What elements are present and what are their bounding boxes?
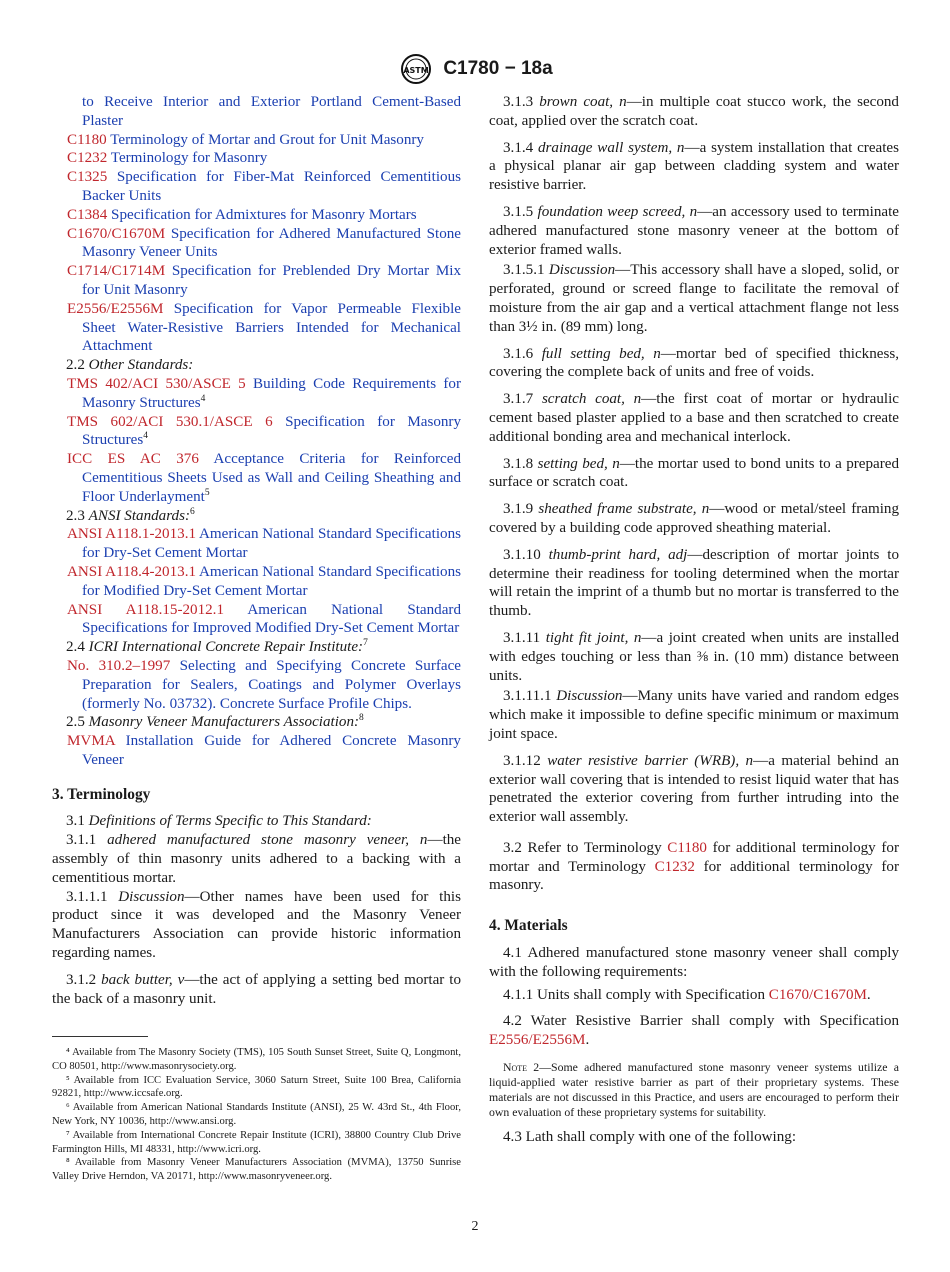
reference-title[interactable]: Specification for Preblended Dry Mortar Mix for Unit Masonry [82, 263, 461, 298]
section-3-heading: 3. Terminology [52, 785, 151, 803]
paragraph-3-1: 3.1 Definitions of Terms Specific to This Standard: [66, 813, 372, 830]
reference-item[interactable] [52, 375, 461, 413]
definition-3-1-3: 3.1.3 brown coat, n—in multiple coat stucco work, the second coat, applied over the scratch coat. [489, 94, 899, 129]
footnote-item: ⁵ Available from ICC Evaluation Service, 3060 Saturn Street, Suite 100 Brea, California 92821, http://www.iccsafe.org. [52, 1074, 461, 1100]
reference-item[interactable] [52, 225, 461, 263]
footnote-marker: 4 [143, 431, 148, 442]
reference-item[interactable] [52, 149, 461, 168]
reference-code[interactable]: TMS 402/ACI 530/ASCE 5 [67, 375, 246, 392]
reference-title[interactable]: Terminology for Masonry [110, 150, 268, 167]
link-c1180[interactable]: C1180 [667, 839, 707, 856]
paragraph-3-1-2: 3.1.2 back butter, v—the act of applying a setting bed mortar to the back of a masonry unit. [52, 971, 461, 1007]
reference-item[interactable] [52, 563, 461, 601]
footnote-item: ⁸ Available from Masonry Veneer Manufacturers Association (MVMA), 13750 Sunrise Valley Drive Herndon, VA 20171, http://www.masonryveneer.org. [52, 1157, 461, 1183]
footnote-item: ⁷ Available from International Concrete Repair Institute (ICRI), 38800 Country Club Drive Farmington Hills, MI 48331, http://www.icri.org. [52, 1129, 461, 1155]
reference-code[interactable]: C1325 [67, 169, 108, 186]
referenced-documents [52, 93, 461, 356]
definition-3-1-5: 3.1.5 foundation weep screed, n—an accessory used to terminate adhered manufactured stone masonry veneer at the bottom of exterior framed walls. [489, 203, 899, 258]
reference-item[interactable] [52, 131, 461, 150]
paragraph-4-1-1: 4.1.1 Units shall comply with Specification C1670/C1670M. [503, 986, 871, 1003]
reference-code[interactable]: ANSI A118.15-2012.1 [67, 601, 224, 618]
reference-title[interactable]: American National Standard Specifications for Dry-Set Cement Mortar [82, 526, 461, 562]
paragraph-3-2: 3.2 Refer to Terminology C1180 for additional terminology for mortar and Terminology C1232 for additional terminology for masonry. [489, 839, 900, 894]
paragraph-3-1-1-1: 3.1.1.1 Discussion—Other names have been used for this product since it was developed and the Masonry Veneer Manufacturers Association can provide historic information regarding names. [52, 888, 461, 962]
definition-3-1-9: 3.1.9 sheathed frame substrate, n—wood or metal/steel framing covered by a building code approved sheathing material. [489, 501, 900, 536]
definition-3-1-11: 3.1.11 tight fit joint, n—a joint created when units are installed with edges touching or less than ⅜ in. (10 mm) distance between units. [489, 629, 899, 684]
reference-code[interactable]: ICC ES AC 376 [67, 451, 199, 468]
reference-title[interactable]: Specification for Vapor Permeable Flexible Sheet Water-Resistive Barriers Intended for Mechanical Attachment [82, 300, 461, 355]
document-id: C1780 − 18a [443, 58, 553, 79]
footnote-item: ⁴ Available from The Masonry Society (TMS), 105 South Sunset Street, Suite Q, Longmont, CO 80501, http://www.masonrysociety.org. [52, 1047, 461, 1072]
reference-item[interactable] [52, 450, 461, 506]
paragraph-3-1-1: 3.1.1 adhered manufactured stone masonry veneer, n—the assembly of thin masonry units adhered to a backing with a cementitious mortar. [52, 832, 462, 886]
definition-3-1-8: 3.1.8 setting bed, n—the mortar used to bond units to a prepared surface or scratch coat. [489, 455, 899, 491]
note-2: Note 2—Some adhered manufactured stone masonry veneer systems utilize a liquid-applied water resistive barrier as part of their proprietary systems. These materials are not discussed in this Practice, and users are encouraged to perform their own evaluation of these proprietary systems for suitability. [489, 1060, 900, 1120]
paragraph-4-2: 4.2 Water Resistive Barrier shall comply with Specification E2556/E2556M. [489, 1013, 899, 1049]
reference-code[interactable]: C1180 [67, 131, 107, 148]
reference-code[interactable]: C1232 [67, 150, 108, 167]
reference-item[interactable] [52, 93, 461, 131]
footnote-marker: 5 [204, 487, 210, 498]
section-4-heading: 4. Materials [489, 917, 568, 935]
footnotes [52, 1046, 461, 1184]
reference-title[interactable]: American National Standard Specifications for Improved Modified Dry-Set Cement Mortar [82, 601, 461, 637]
section-2-3: 2.3 ANSI Standards:$^6$ [66, 506, 195, 524]
reference-code[interactable]: TMS 602/ACI 530.1/ASCE 6 [67, 413, 273, 430]
reference-title[interactable]: Specification for Admixtures for Masonry Mortars [111, 206, 417, 223]
definition-3-1-6: 3.1.6 full setting bed, n—mortar bed of specified thickness, covering the complete back of units and free of voids. [489, 345, 899, 381]
footnote-item: ⁶ Available from American National Standards Institute (ANSI), 25 W. 43rd St., 4th Floor, New York, NY 10036, http://www.ansi.org. [52, 1102, 461, 1127]
footnote-marker: 4 [200, 393, 206, 404]
reference-item[interactable] [52, 525, 461, 563]
link-c1232[interactable]: C1232 [654, 858, 695, 875]
astm-logo-icon [397, 52, 435, 86]
section-2-4: 2.4 ICRI International Concrete Repair Institute:$^7$ [66, 638, 368, 656]
ansi-standards-list [52, 525, 461, 638]
reference-title[interactable]: Acceptance Criteria for Reinforced Cementitious Sheets Used as Wall and Ceiling Sheathing and Floor Underlayment [82, 451, 461, 505]
reference-title[interactable]: Building Code Requirements for Masonry Structures [82, 375, 461, 411]
link-e2556[interactable]: E2556/E2556M [489, 1032, 586, 1049]
reference-code[interactable]: E2556/E2556M [67, 300, 164, 317]
footnote-divider [52, 1036, 148, 1037]
reference-code[interactable]: C1384 [67, 206, 108, 223]
definition-3-1-11-1: 3.1.11.1 Discussion—Many units have varied and random edges which make it impossible to define specific minimum or maximum joint space. [489, 688, 899, 742]
definition-3-1-12: 3.1.12 water resistive barrier (WRB), n—a material behind an exterior wall covering that is intended to resist liquid water that has penetrated the exterior covering from further intruding into the exterior wall assembly. [489, 752, 899, 826]
reference-title[interactable]: to Receive Interior and Exterior Portland Cement-Based Plaster [82, 94, 461, 129]
reference-code[interactable]: C1714/C1714M [67, 263, 166, 280]
link-c1670[interactable]: C1670/C1670M [768, 986, 867, 1003]
reference-title[interactable]: American National Standard Specifications for Modified Dry-Set Cement Mortar [82, 563, 461, 599]
definition-3-1-5-1: 3.1.5.1 Discussion—This accessory shall have a sloped, solid, or perforated, ground or screed flange to facilitate the removal of moisture from the air gap and a vertical attachment flange not less than 3½ in. (89 mm) long. [489, 262, 899, 335]
icri-reference[interactable]: No. 310.2–1997 Selecting and Specifying Concrete Surface Preparation for Sealers, Coatings and Polymer Overlays (formerly No. 03732). Concrete Surface Profile Chips. [67, 657, 461, 712]
reference-item[interactable] [52, 262, 461, 300]
section-2-5: 2.5 Masonry Veneer Manufacturers Association:$^8$ [66, 713, 364, 731]
definition-3-1-4: 3.1.4 drainage wall system, n—a system installation that creates a physical planar air gap between cladding system and water resistive barrier. [489, 139, 899, 194]
mvma-reference[interactable]: MVMA Installation Guide for Adhered Concrete Masonry Veneer [67, 733, 461, 768]
right-column [489, 93, 899, 1147]
definition-3-1-7: 3.1.7 scratch coat, n—the first coat of mortar or hydraulic cement based plaster applied to a base and then scratched to create additional bonding area and mechanical interlock. [489, 391, 899, 445]
reference-code[interactable]: ANSI A118.1-2013.1 [67, 526, 197, 543]
reference-item[interactable] [52, 601, 461, 639]
reference-code[interactable]: ANSI A118.4-2013.1 [67, 563, 197, 580]
reference-item[interactable] [52, 413, 461, 451]
page-number: 2 [471, 1219, 479, 1234]
left-column [52, 93, 461, 1008]
reference-title[interactable]: Specification for Masonry Structures [82, 413, 461, 449]
definition-3-1-10: 3.1.10 thumb-print hard, adj—description of mortar joints to determine their readiness for tooling determined when the mortar will retain the imprint of a thumb but no mortar is transferred to the thumb. [489, 546, 899, 620]
reference-code[interactable]: C1670/C1670M [67, 225, 166, 242]
logo-label: ASTM [403, 66, 430, 75]
paragraph-4-3: 4.3 Lath shall comply with one of the following: [503, 1129, 797, 1146]
paragraph-4-1: 4.1 Adhered manufactured stone masonry veneer shall comply with the following requirements: [489, 945, 899, 980]
reference-title[interactable]: Specification for Adhered Manufactured Stone Masonry Veneer Units [82, 225, 461, 261]
section-2-2: 2.2 Other Standards: [66, 357, 194, 374]
reference-title[interactable]: Specification for Fiber-Mat Reinforced Cementitious Backer Units [82, 169, 461, 204]
reference-item[interactable] [52, 206, 461, 225]
reference-item[interactable] [52, 168, 461, 206]
page-header [0, 52, 950, 88]
reference-title[interactable]: Terminology of Mortar and Grout for Unit Masonry [110, 131, 424, 148]
reference-item[interactable] [52, 300, 461, 356]
other-standards-list [52, 375, 461, 507]
definitions-list [489, 93, 899, 827]
